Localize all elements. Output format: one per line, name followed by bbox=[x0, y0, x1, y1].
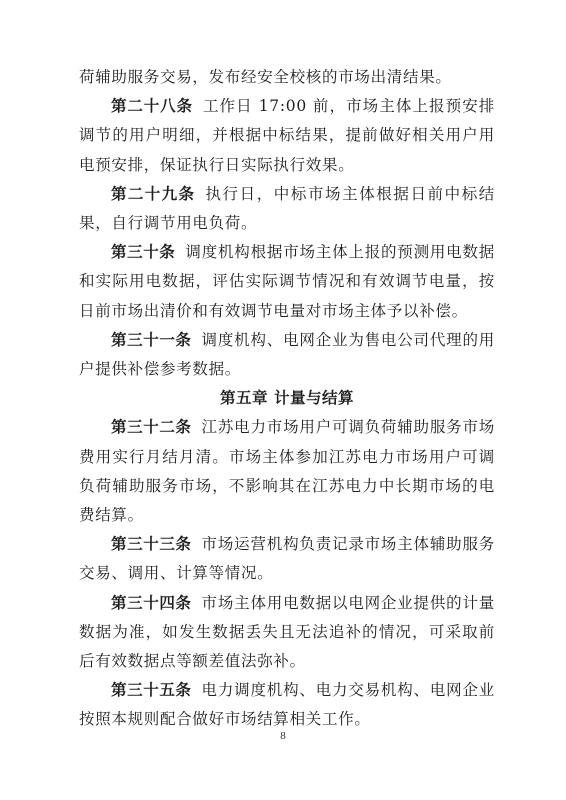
paragraph-continuation bbox=[79, 63, 495, 92]
article-number: 第三十三条 bbox=[111, 535, 192, 554]
article-32 bbox=[79, 413, 495, 530]
article-number: 第三十二条 bbox=[111, 418, 192, 437]
article-number: 第三十一条 bbox=[111, 330, 192, 349]
article-text: 江苏电力市场用户可调负荷辅助服务市场费用实行月结月清。市场主体参加江苏电力市场用户可调负荷辅助服务市场，不影响其在江苏电力中长期市场的电费结算。 bbox=[79, 418, 495, 525]
article-text: 市场主体用电数据以电网企业提供的计量数据为准，如发生数据丢失且无法追补的情况，可采取前后有效数据点等额差值法弥补。 bbox=[79, 593, 495, 671]
article-34 bbox=[79, 589, 495, 677]
article-text: 电力调度机构、电力交易机构、电网企业按照本规则配合做好市场结算相关工作。 bbox=[79, 681, 495, 729]
article-number: 第三十五条 bbox=[111, 681, 192, 700]
article-33 bbox=[79, 530, 495, 588]
article-number: 第三十四条 bbox=[111, 593, 192, 612]
article-29 bbox=[79, 180, 495, 238]
article-31 bbox=[79, 326, 495, 384]
article-text: 调度机构、电网企业为售电公司代理的用户提供补偿参考数据。 bbox=[79, 330, 495, 379]
paragraph-text: 荷辅助服务交易，发布经安全校核的市场出清结果。 bbox=[79, 68, 452, 86]
page-number: 8 bbox=[280, 730, 286, 742]
article-30 bbox=[79, 238, 495, 326]
article-number: 第二十八条 bbox=[111, 97, 193, 116]
article-28 bbox=[79, 92, 495, 180]
article-number: 第二十九条 bbox=[111, 184, 196, 203]
article-text: 市场运营机构负责记录市场主体辅助服务交易、调用、计算等情况。 bbox=[79, 535, 495, 583]
document-body bbox=[79, 63, 495, 735]
article-number: 第三十条 bbox=[111, 243, 176, 262]
article-35 bbox=[79, 676, 495, 734]
article-text: 工作日 17:00 前，市场主体上报预安排调节的用户明细，并根据中标结果，提前做好相关用户用电预安排，保证执行日实际执行效果。 bbox=[79, 97, 495, 174]
article-text: 调度机构根据市场主体上报的预测用电数据和实际用电数据，评估实际调节情况和有效调节电量，按日前市场出清价和有效调节电量对市场主体予以补偿。 bbox=[79, 243, 495, 320]
article-text: 执行日，中标市场主体根据日前中标结果，自行调节用电负荷。 bbox=[79, 184, 495, 233]
chapter-heading: 第五章 计量与结算 bbox=[220, 389, 354, 408]
